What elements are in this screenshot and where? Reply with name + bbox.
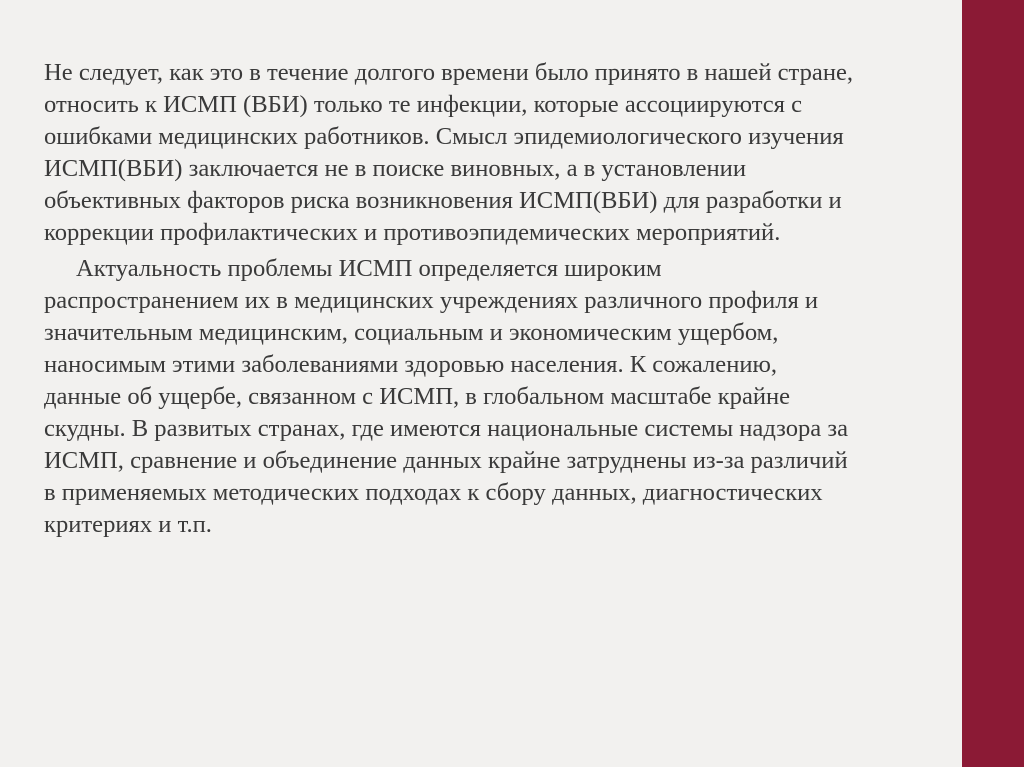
slide-body-text	[44, 57, 944, 541]
paragraph-2: Актуальность проблемы ИСМП определяется широким распространением их в медицинских учреждениях различного профиля и значительным медицинским, социальным и экономическим ущербом, наносимым этими заболеваниями здоровью населения. К сожалению, данные об ущербе, связанном с ИСМП, в глобальном масштабе крайне скудны. В развитых странах, где имеются национальные системы надзора за ИСМП, сравнение и объединение данных крайне затруднены из-за различий в применяемых методических подходах к сбору данных, диагностических критериях и т.п.	[44, 255, 849, 538]
accent-side-bar	[962, 0, 1024, 767]
paragraph-1: Не следует, как это в течение долгого времени было принято в нашей стране, относить к ИСМП (ВБИ) только те инфекции, которые ассоциируются с ошибками медицинских работников. Смысл эпидемиологического изучения ИСМП(ВБИ) заключается не в поиске виновных, а в установлении объективных факторов риска возникновения ИСМП(ВБИ) для разработки и коррекции профилактических и противоэпидемических мероприятий.	[44, 59, 854, 246]
